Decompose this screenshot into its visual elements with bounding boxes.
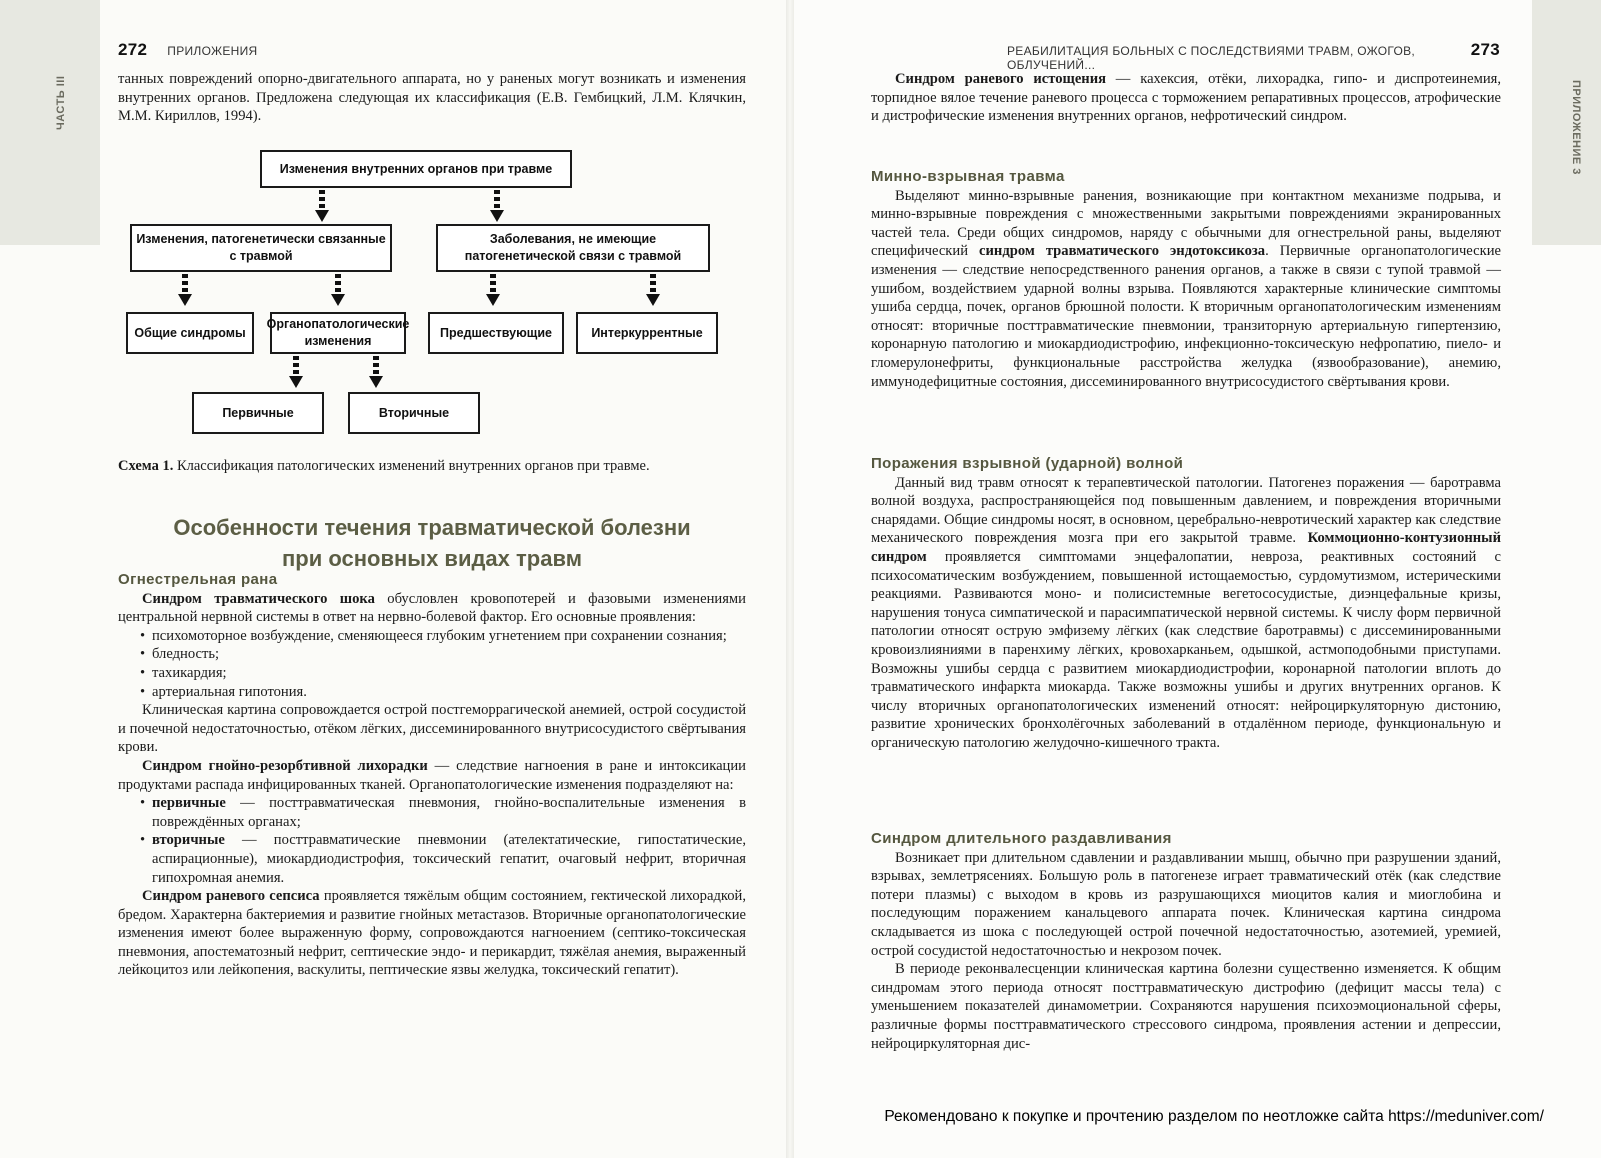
right-side-tab xyxy=(1532,0,1601,245)
list-item: • бледность; xyxy=(140,645,746,664)
shock-bullet-list xyxy=(140,627,746,701)
right-header-title: РЕАБИЛИТАЦИЯ БОЛЬНЫХ С ПОСЛЕДСТВИЯМИ ТРАВМ, ОЖОГОВ, ОБЛУЧЕНИЙ... xyxy=(1007,44,1416,72)
left-side-tab-label: ЧАСТЬ III xyxy=(55,75,67,130)
left-body-text xyxy=(118,571,746,980)
mine-section xyxy=(871,168,1501,391)
arrow-down-icon xyxy=(315,190,329,224)
exhaustion-paragraph: Синдром раневого истощения — кахексия, отёки, лихорадка, гипо- и диспротеинемия, торпидное вялое течение раневого процесса с торможением репаративных процессов, атрофические и дистрофические изменения внутренних органов, нефротический синдром. xyxy=(871,71,1502,125)
diagram-primary-box: Первичные xyxy=(192,392,324,434)
diagram-general-syndromes-box: Общие синдромы xyxy=(126,312,254,354)
arrow-down-icon xyxy=(289,356,303,390)
right-running-header xyxy=(1007,40,1500,72)
diagram-caption: Схема 1. Классификация патологических изменений внутренних органов при травме. xyxy=(118,458,650,474)
right-body-top xyxy=(871,70,1501,126)
left-running-header xyxy=(118,40,258,60)
blast-paragraph: Данный вид травм относят к терапевтической патологии. Патогенез поражения — баротравма волной воздуха, распространяющейся под повышенным давлением, и повреждения вторичными снарядами. Общие синдромы носят, в основном, церебрально-невротический характер как следствие механического повреждения мозга при его закрытой травме. Коммоционно-контузионный синдром проявляется симптомами энцефалопатии, невроза, реактивных состояний с психосоматическим возбуждением, повышенной истощаемостью, сурдомутизмом, истерическими реакциями. Развиваются моно- и полисистемные вегетососудистые, диэнцефальные кризы, нарушения тонуса симпатической и парасимпатической нервной системы. К числу форм первичной патологии относят острую эмфизему лёгких (как следствие баротравмы) с диссеминированными кровоизлияниями в паренхиму лёгких, кровохарканьем, одышкой, астмоподобными приступами. Возможны ушибы сердца с развитием миокардиодистрофии, коронарной патологии вплоть до травматического инфаркта миокарда. Также возможны ушибы и других внутренних органов. К числу вторичных органопатологических изменений относят: нейроциркуляторную дистонию, развитие хронических бронхолёгочных заболеваний в отдалённом периоде, функциональную и органическую патологию желудочно-кишечного тракта. xyxy=(871,474,1501,751)
left-header-title: ПРИЛОЖЕНИЯ xyxy=(167,44,258,58)
diagram-related-box: Изменения, патогенетически связанные с травмой xyxy=(130,224,392,272)
sepsis-paragraph: Синдром раневого сепсиса проявляется тяжёлым общим состоянием, гектической лихорадкой, бредом. Характерна бактериемия и развитие гнойных метастазов. Вторичные органопатологические изменения имеют более выраженную форму, сопровождаются нагноением (септико-токсическая пневмония, апостематозный нефрит, септические эндо- и перикардит, тяжёлая анемия, выраженный лейкоцитоз или лейкопения, васкулиты, пептические язвы желудка, токсический гепатит). xyxy=(118,888,746,979)
footer-recommendation: Рекомендовано к покупке и прочтению разделом по неотложке сайта https://meduniver.com/ xyxy=(884,1108,1544,1125)
fever-paragraph: Синдром гнойно-резорбтивной лихорадки — следствие нагноения в ране и интоксикации продуктами распада инфицированных тканей. Органопатологические изменения подразделяют на: xyxy=(118,757,746,793)
left-page-number: 272 xyxy=(118,40,148,59)
arrow-down-icon xyxy=(486,274,500,308)
diagram-preceding-box: Предшествующие xyxy=(428,312,564,354)
mine-paragraph: Выделяют минно-взрывные ранения, возникающие при контактном механизме подрыва, и минно-взрывные повреждения с множественными закрытыми повреждениями экранированных частей тела. Среди общих синдромов, наряду с обычными для огнестрельной раны, выделяют специфический синдром травматического эндотоксикоза. Первичные органопатологические изменения — следствие непосредственного ранения органов, а также в связи с тупой травмой — ушибом, воздействием ударной волны взрыва. Появляются характерные клинические симптомы ушиба сердца, почек, органов брюшной полости. К вторичным органопатологическим изменениям относят: вторичные посттравматические пневмонии, транзиторную артериальную гипертензию, коронарную патологию и миокардиодистрофию, инфекционно-токсическую нефропатию, пиело- и гломерулонефриты, функциональные расстройства желудка (язвообразование), анемию, иммунодефицитные состояния, диссеминированного внутрисосудистого свёртывания крови. xyxy=(871,187,1502,390)
classification-diagram xyxy=(118,140,746,440)
book-gutter xyxy=(786,0,794,1158)
blast-section xyxy=(871,455,1501,753)
diagram-unrelated-box: Заболевания, не имеющие патогенетической связи с травмой xyxy=(436,224,710,272)
diagram-intercurrent-box: Интеркуррентные xyxy=(576,312,718,354)
arrow-down-icon xyxy=(369,356,383,390)
fever-bullet-list xyxy=(140,794,746,887)
section-heading-crush: Синдром длительного раздавливания xyxy=(871,830,1172,847)
crush-section xyxy=(871,830,1501,1053)
arrow-down-icon xyxy=(331,274,345,308)
section-heading-blast: Поражения взрывной (ударной) волной xyxy=(871,455,1184,472)
main-heading: Особенности течения травматической болезни при основных видах травм xyxy=(173,515,691,571)
arrow-down-icon xyxy=(646,274,660,308)
diagram-root-box: Изменения внутренних органов при травме xyxy=(260,150,572,188)
list-item: • вторичные — посттравматические пневмонии (ателектатические, гипостатические, аспирационные), миокардиодистрофия, токсический гепатит, очаговый нефрит, вторичная гипохромная анемия. xyxy=(140,831,746,887)
list-item: • артериальная гипотония. xyxy=(140,683,746,702)
list-item: • первичные — посттравматическая пневмония, гнойно-воспалительные изменения в повреждённых органах; xyxy=(140,794,746,831)
list-item: • тахикардия; xyxy=(140,664,746,683)
right-page-number: 273 xyxy=(1470,40,1500,59)
arrow-down-icon xyxy=(178,274,192,308)
clinical-paragraph: Клиническая картина сопровождается острой постгеморрагической анемией, острой сосудистой и почечной недостаточностью, отёком лёгких, диссеминированного внутрисосудистого свёртывания крови. xyxy=(118,702,746,756)
crush-paragraph-1: Возникает при длительном сдавлении и раздавливании мышц, обычно при разрушении зданий, взрывах, землетрясениях. Большую роль в патогенезе играет травматический отёк (как следствие потери плазмы) с выходом в кровь из разрушающихся миоцитов калия и миоглобина и последующим поражением канальцевого аппарата почек. Клиническая картина синдрома складывается из шока с последующей острой почечной недостаточностью, азотемией, уремией, острой сосудистой недостаточностью и некрозом почек. xyxy=(871,849,1501,959)
left-side-tab xyxy=(0,0,100,245)
shock-paragraph: Синдром травматического шока обусловлен кровопотерей и фазовыми изменениями центральной нервной системы в ответ на нервно-болевой фактор. Его основные проявления: xyxy=(118,590,746,626)
diagram-organopathologic-box: Органопатологические изменения xyxy=(270,312,406,354)
right-side-tab-label: ПРИЛОЖЕНИЕ 3 xyxy=(1570,80,1582,175)
intro-paragraph: танных повреждений опорно-двигательного аппарата, но у раненых могут возникать и изменения внутренних органов. Предложена следующая их классификация (Е.В. Гембицкий, Л.М. Клячкин, М.М. Кириллов, 1994). xyxy=(118,71,746,125)
section-heading-mine: Минно-взрывная травма xyxy=(871,168,1065,185)
section-heading-gunshot: Огнестрельная рана xyxy=(118,571,278,588)
crush-paragraph-2: В периоде реконвалесценции клиническая картина болезни существенно изменяется. К общим синдромам этого периода относят посттравматическую дистрофию (дефицит массы тела) с уменьшением показателей динамометрии. Сохраняются нарушения психоэмоциональной сферы, различные формы посттравматического стрессового синдрома, проявления астении и депрессии, нейроциркуляторная дис- xyxy=(871,961,1501,1052)
diagram-secondary-box: Вторичные xyxy=(348,392,480,434)
arrow-down-icon xyxy=(490,190,504,224)
list-item: • психомоторное возбуждение, сменяющееся глубоким угнетением при сохранении сознания; xyxy=(140,627,746,646)
